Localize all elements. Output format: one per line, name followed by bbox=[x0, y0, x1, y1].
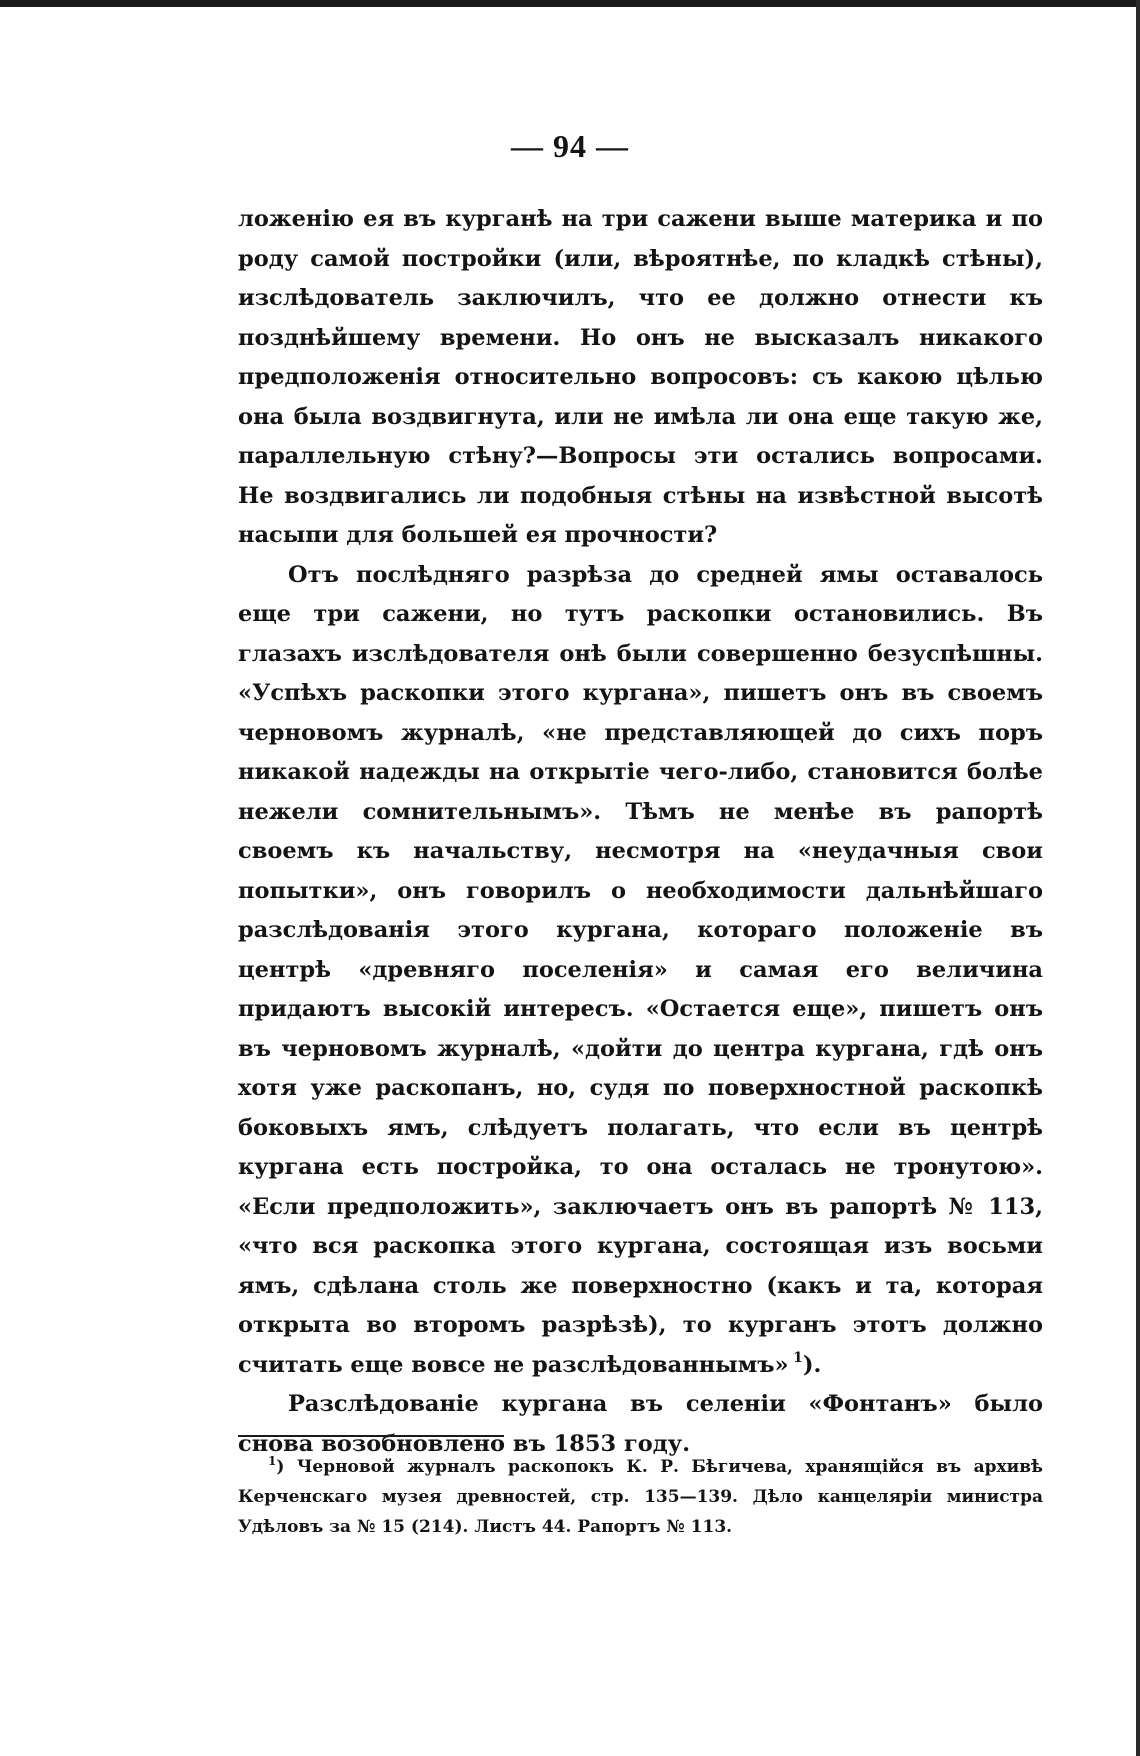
paragraph-excavation-report bbox=[238, 556, 1043, 1386]
page-number: — 94 — bbox=[511, 128, 629, 164]
footnote-reference[interactable]: 1 bbox=[793, 1349, 803, 1366]
footnote bbox=[238, 1452, 1043, 1542]
paragraph-continuation: ложенію ея въ курганѣ на три сажени выше материка и по роду самой постройки (или, вѣроятнѣе, по кладкѣ стѣны), изслѣдователь заключилъ, что ее должно отнести къ позднѣйшему времени. Но онъ не высказалъ никакого предположенія относительно вопросовъ: съ какою цѣлью она была воздвигнута, или не имѣла ли она еще такую же, параллельную стѣну?—Вопросы эти остались вопросами. Не воздвигались ли подобныя стѣны на извѣстной высотѣ насыпи для большей ея прочности? bbox=[238, 206, 1043, 548]
body-text bbox=[238, 200, 1043, 1464]
footnote-text: ) Черновой журналъ раскопокъ К. Р. Бѣгичева, хранящійся въ архивѣ Керченскаго музея древностей, стр. 135—139. Дѣло канцеляріи министра Удѣловъ за № 15 (214). Листъ 44. Рапортъ № 113. bbox=[238, 1457, 1043, 1537]
footnote-divider bbox=[238, 1435, 504, 1437]
paragraph-text: Отъ послѣдняго разрѣза до средней ямы оставалось еще три сажени, но тутъ раскопки остановились. Въ глазахъ изслѣдователя онѣ были совершенно безуспѣшны. «Успѣхъ раскопки этого кургана», пишетъ онъ въ своемъ черновомъ журналѣ, «не представляющей до сихъ поръ никакой надежды на открытіе чего-либо, становится болѣе нежели сомнительнымъ». Тѣмъ не менѣе въ рапортѣ своемъ къ начальству, несмотря на «неудачныя свои попытки», онъ говорилъ о необходимости дальнѣйшаго разслѣдованія этого кургана, котораго положеніе въ центрѣ «древняго поселенія» и самая его величина придаютъ высокій интересъ. «Остается еще», пишетъ онъ въ черновомъ журналѣ, «дойти до центра кургана, гдѣ онъ хотя уже раскопанъ, но, судя по поверхностной раскопкѣ боковыхъ ямъ, слѣдуетъ полагать, что если въ центрѣ кургана есть постройка, то она осталась не тронутою». «Если предположить», заключаетъ онъ въ рапортѣ № 113, «что вся раскопка этого кургана, состоящая изъ восьми ямъ, сдѣлана столь же поверхностно (какъ и та, которая открыта во второмъ разрѣзѣ), то курганъ этотъ должно считать еще вовсе не разслѣдованнымъ» bbox=[238, 561, 1043, 1378]
scan-top-edge bbox=[0, 0, 1140, 7]
scan-right-edge bbox=[1136, 0, 1140, 1756]
paragraph-resumption: Разслѣдованіе кургана въ селеніи «Фонтанъ» было снова возобновлено въ 1853 году. bbox=[238, 1391, 1043, 1457]
footnote-marker: 1 bbox=[268, 1454, 277, 1468]
footnote-reference-close: ). bbox=[802, 1351, 822, 1378]
